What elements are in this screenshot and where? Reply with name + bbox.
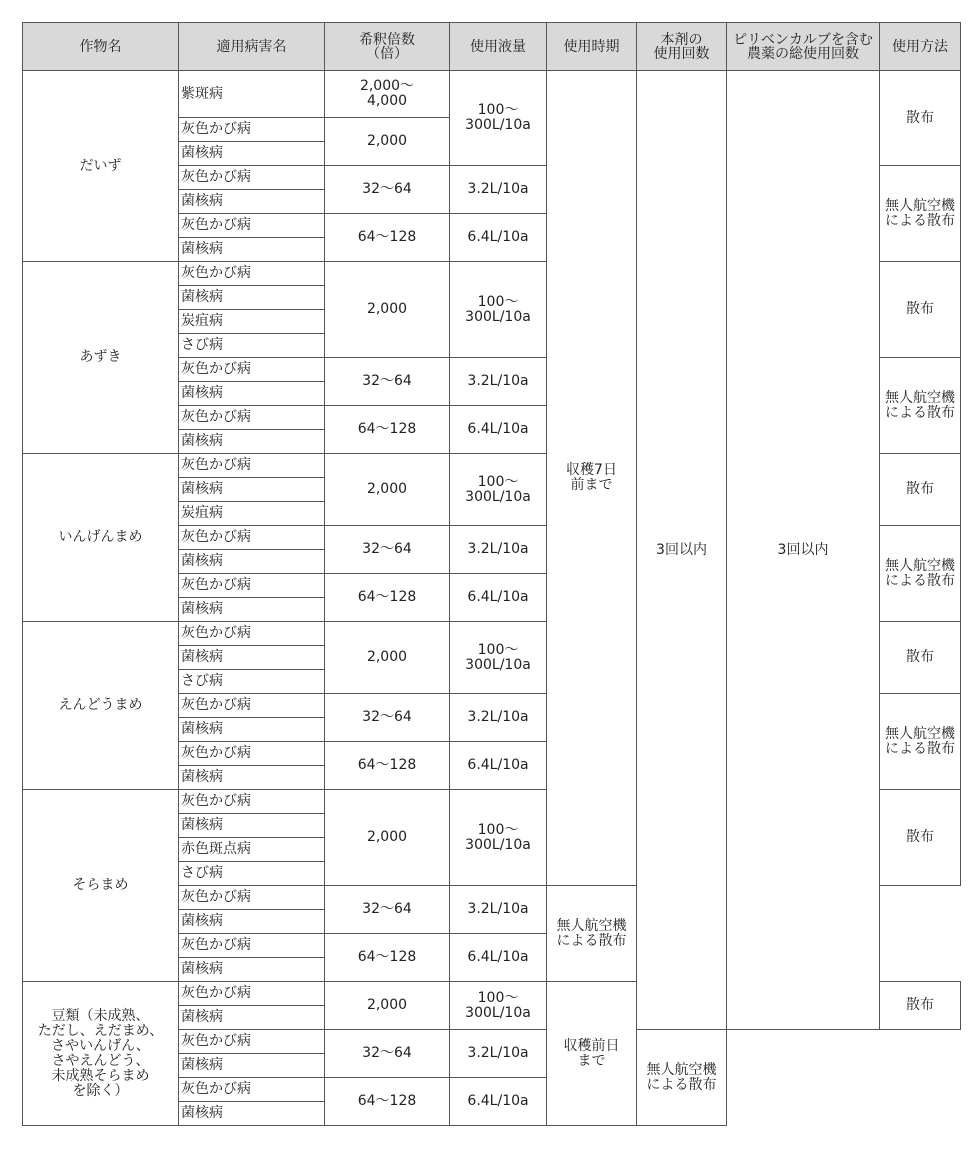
volume-cell: 3.2L/10a — [450, 166, 547, 214]
volume-cell: 6.4L/10a — [450, 1078, 547, 1126]
crop-cell: そらまめ — [23, 790, 179, 982]
count-this-agent-cell: 3回以内 — [637, 71, 727, 1030]
dilution-cell: 64〜128 — [325, 1078, 450, 1126]
disease-cell: 菌核病 — [179, 958, 325, 982]
dilution-cell: 64〜128 — [325, 742, 450, 790]
crop-cell: いんげんまめ — [23, 454, 179, 622]
disease-cell: 炭疽病 — [179, 502, 325, 526]
disease-cell: 灰色かび病 — [179, 1030, 325, 1054]
disease-cell: 菌核病 — [179, 1006, 325, 1030]
volume-cell: 100〜 300L/10a — [450, 622, 547, 694]
disease-cell: 菌核病 — [179, 1102, 325, 1126]
disease-cell: 灰色かび病 — [179, 526, 325, 550]
header-volume: 使用液量 — [450, 23, 547, 71]
disease-cell: 菌核病 — [179, 190, 325, 214]
disease-cell: 菌核病 — [179, 478, 325, 502]
disease-cell: 灰色かび病 — [179, 982, 325, 1006]
method-cell: 散布 — [880, 71, 961, 166]
volume-cell: 100〜 300L/10a — [450, 982, 547, 1030]
disease-cell: 灰色かび病 — [179, 790, 325, 814]
header-dilution: 希釈倍数 （倍） — [325, 23, 450, 71]
pesticide-usage-table — [22, 22, 961, 1126]
disease-cell: 菌核病 — [179, 766, 325, 790]
disease-cell: さび病 — [179, 670, 325, 694]
disease-cell: さび病 — [179, 334, 325, 358]
disease-cell: 灰色かび病 — [179, 214, 325, 238]
method-cell: 無人航空機 による散布 — [547, 886, 637, 982]
disease-cell: 菌核病 — [179, 382, 325, 406]
disease-cell: 菌核病 — [179, 718, 325, 742]
dilution-cell: 64〜128 — [325, 214, 450, 262]
header-count-total: ピリベンカルブを含む 農薬の総使用回数 — [727, 23, 880, 71]
volume-cell: 3.2L/10a — [450, 1030, 547, 1078]
header-count-this-agent: 本剤の 使用回数 — [637, 23, 727, 71]
volume-cell: 6.4L/10a — [450, 742, 547, 790]
dilution-cell: 32〜64 — [325, 694, 450, 742]
disease-cell: 菌核病 — [179, 646, 325, 670]
disease-cell: 灰色かび病 — [179, 118, 325, 142]
dilution-cell: 32〜64 — [325, 166, 450, 214]
dilution-cell: 2,000 — [325, 454, 450, 526]
volume-cell: 3.2L/10a — [450, 886, 547, 934]
dilution-cell: 32〜64 — [325, 1030, 450, 1078]
dilution-cell: 32〜64 — [325, 358, 450, 406]
header-disease: 適用病害名 — [179, 23, 325, 71]
method-cell: 無人航空機 による散布 — [880, 166, 961, 262]
volume-cell: 100〜 300L/10a — [450, 262, 547, 358]
dilution-cell: 64〜128 — [325, 574, 450, 622]
method-cell: 散布 — [880, 790, 961, 886]
table-row — [23, 71, 961, 118]
method-cell: 散布 — [880, 622, 961, 694]
disease-cell: 菌核病 — [179, 598, 325, 622]
disease-cell: 灰色かび病 — [179, 262, 325, 286]
crop-cell: えんどうまめ — [23, 622, 179, 790]
disease-cell: 灰色かび病 — [179, 454, 325, 478]
dilution-cell: 2,000 — [325, 982, 450, 1030]
disease-cell: 赤色斑点病 — [179, 838, 325, 862]
disease-cell: 灰色かび病 — [179, 742, 325, 766]
volume-cell: 6.4L/10a — [450, 934, 547, 982]
header-crop: 作物名 — [23, 23, 179, 71]
volume-cell: 100〜 300L/10a — [450, 71, 547, 166]
volume-cell: 3.2L/10a — [450, 526, 547, 574]
disease-cell: 菌核病 — [179, 814, 325, 838]
disease-cell: 菌核病 — [179, 286, 325, 310]
method-cell: 無人航空機 による散布 — [880, 526, 961, 622]
method-cell: 散布 — [880, 454, 961, 526]
disease-cell: 菌核病 — [179, 142, 325, 166]
volume-cell: 6.4L/10a — [450, 406, 547, 454]
method-cell: 無人航空機 による散布 — [880, 358, 961, 454]
disease-cell: 紫斑病 — [179, 71, 325, 118]
count-total-cell: 3回以内 — [727, 71, 880, 1030]
crop-cell: だいず — [23, 71, 179, 262]
disease-cell: 菌核病 — [179, 238, 325, 262]
disease-cell: 灰色かび病 — [179, 358, 325, 382]
disease-cell: 灰色かび病 — [179, 1078, 325, 1102]
disease-cell: 灰色かび病 — [179, 694, 325, 718]
disease-cell: 菌核病 — [179, 550, 325, 574]
dilution-cell: 2,000 — [325, 790, 450, 886]
dilution-cell: 2,000 — [325, 118, 450, 166]
dilution-cell: 64〜128 — [325, 406, 450, 454]
dilution-cell: 2,000 — [325, 622, 450, 694]
volume-cell: 3.2L/10a — [450, 358, 547, 406]
dilution-cell: 2,000〜 4,000 — [325, 71, 450, 118]
disease-cell: 灰色かび病 — [179, 886, 325, 910]
dilution-cell: 32〜64 — [325, 526, 450, 574]
volume-cell: 6.4L/10a — [450, 574, 547, 622]
timing-cell: 収穫前日 まで — [547, 982, 637, 1126]
crop-cell: 豆類（未成熟、 ただし、えだまめ、 さやいんげん、 さやえんどう、 未成熟そらまめ を除く） — [23, 982, 179, 1126]
disease-cell: 灰色かび病 — [179, 406, 325, 430]
disease-cell: 灰色かび病 — [179, 574, 325, 598]
header-method: 使用方法 — [880, 23, 961, 71]
dilution-cell: 2,000 — [325, 262, 450, 358]
timing-cell: 収穫7日 前まで — [547, 71, 637, 886]
dilution-cell: 32〜64 — [325, 886, 450, 934]
disease-cell: 菌核病 — [179, 430, 325, 454]
volume-cell: 100〜 300L/10a — [450, 790, 547, 886]
disease-cell: 灰色かび病 — [179, 622, 325, 646]
dilution-cell: 64〜128 — [325, 934, 450, 982]
volume-cell: 100〜 300L/10a — [450, 454, 547, 526]
disease-cell: 灰色かび病 — [179, 934, 325, 958]
header-row — [23, 23, 961, 71]
disease-cell: 炭疽病 — [179, 310, 325, 334]
disease-cell: 菌核病 — [179, 1054, 325, 1078]
disease-cell: 灰色かび病 — [179, 166, 325, 190]
crop-cell: あずき — [23, 262, 179, 454]
volume-cell: 3.2L/10a — [450, 694, 547, 742]
method-cell: 無人航空機 による散布 — [880, 694, 961, 790]
volume-cell: 6.4L/10a — [450, 214, 547, 262]
method-cell: 散布 — [880, 982, 961, 1030]
header-timing: 使用時期 — [547, 23, 637, 71]
method-cell: 無人航空機 による散布 — [637, 1030, 727, 1126]
disease-cell: 菌核病 — [179, 910, 325, 934]
disease-cell: さび病 — [179, 862, 325, 886]
method-cell: 散布 — [880, 262, 961, 358]
